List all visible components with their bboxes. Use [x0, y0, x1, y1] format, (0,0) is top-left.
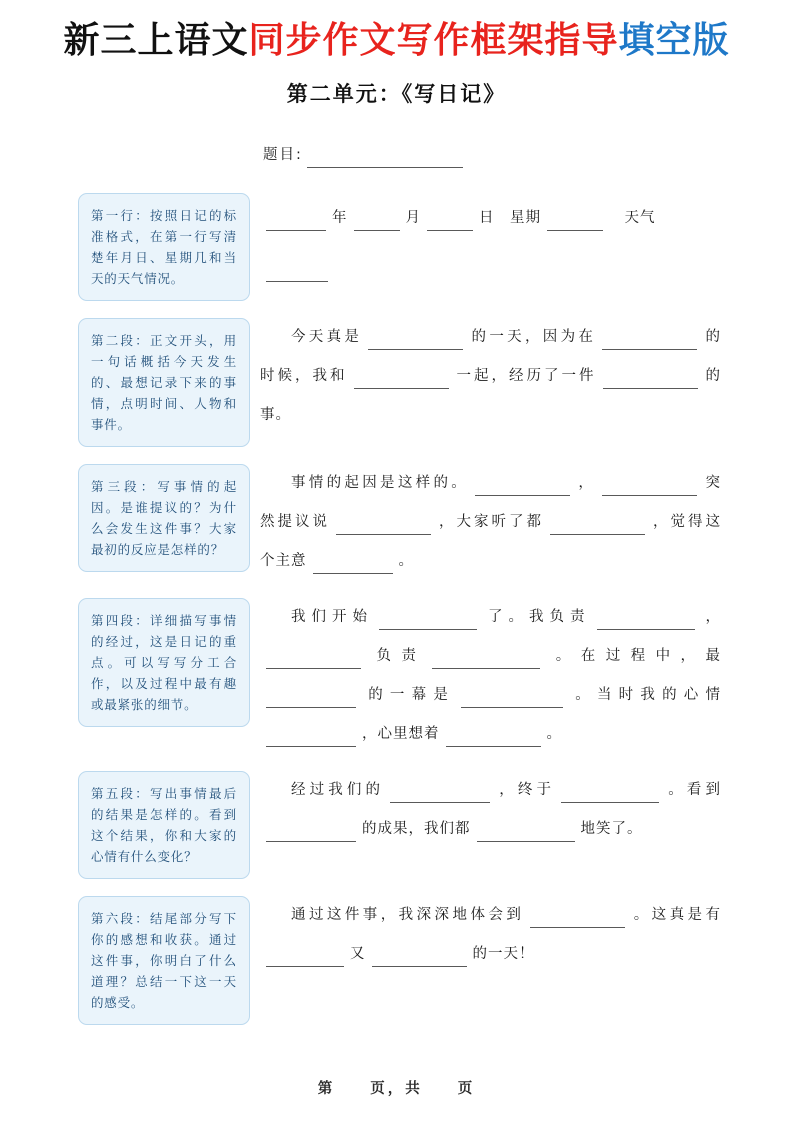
- blank-field[interactable]: [354, 374, 449, 389]
- blank-field[interactable]: [602, 481, 697, 496]
- blank-field[interactable]: [461, 693, 563, 708]
- blank-field[interactable]: [266, 693, 356, 708]
- guide-note-1: 第一行：按照日记的标准格式，在第一行写清楚年月日、星期几和当天的天气情况。: [78, 193, 250, 301]
- blank-field[interactable]: [475, 481, 570, 496]
- fill-area-2: [260, 318, 721, 435]
- blank-field[interactable]: [597, 615, 695, 630]
- title-part-black: 新三上语文: [63, 20, 249, 61]
- text-fragment: 。当时我的心情: [569, 687, 722, 704]
- template-line: [260, 318, 721, 357]
- template-line: [260, 935, 721, 974]
- text-fragment: 的一天，因为在: [469, 329, 597, 346]
- section-1: [78, 193, 721, 301]
- blank-field[interactable]: [379, 615, 477, 630]
- blank-field[interactable]: [266, 267, 328, 282]
- text-fragment: 一起，经历了一件: [454, 368, 597, 385]
- fill-area-6: [260, 896, 721, 974]
- topic-label: 题目:: [263, 147, 303, 164]
- blank-field[interactable]: [372, 952, 467, 967]
- title-part-red: 同步作文写作框架指导: [248, 20, 619, 61]
- template-line: [260, 598, 721, 637]
- guide-note-4: 第四段：详细描写事情的经过，这是日记的重点。可以写写分工合作，以及过程中最有趣或最紧张的细节。: [78, 598, 250, 727]
- text-fragment: 月: [405, 210, 421, 227]
- guide-note-3: 第三段：写事情的起因。是谁提议的？为什么会发生这件事？大家最初的反应是怎样的？: [78, 464, 250, 572]
- blank-field[interactable]: [603, 374, 698, 389]
- blank-field[interactable]: [427, 216, 473, 231]
- template-line: [260, 637, 721, 676]
- text-fragment: 。在过程中，最: [546, 648, 722, 665]
- text-fragment: 。: [398, 553, 414, 570]
- page-footer: 第 页，共 页: [317, 1081, 476, 1097]
- blank-field[interactable]: [354, 216, 400, 231]
- page-title: [0, 20, 793, 61]
- text-fragment: 负责: [367, 648, 427, 665]
- text-fragment: 年: [332, 210, 348, 227]
- blank-field[interactable]: [432, 654, 540, 669]
- template-line: [260, 193, 721, 244]
- blank-field[interactable]: [266, 952, 344, 967]
- text-fragment: 时候，我和: [260, 368, 348, 385]
- guide-note-5: 第五段：写出事情最后的结果是怎样的。看到这个结果，你和大家的心情有什么变化？: [78, 771, 250, 879]
- sections-container: [0, 193, 793, 1025]
- topic-blank-field[interactable]: [307, 153, 463, 168]
- template-line: [260, 542, 721, 581]
- template-line: [260, 896, 721, 935]
- unit-subtitle: 第二单元：《写日记》: [286, 82, 507, 107]
- template-line: [260, 503, 721, 542]
- title-part-blue: 填空版: [618, 20, 730, 61]
- blank-field[interactable]: [446, 732, 541, 747]
- text-fragment: 经过我们的: [291, 782, 385, 799]
- text-fragment: 地笑了。: [580, 821, 643, 838]
- topic-row: [263, 143, 793, 168]
- blank-field[interactable]: [602, 335, 697, 350]
- fill-area-4: [260, 598, 721, 754]
- text-fragment: 事情的起因是这样的。: [291, 475, 470, 492]
- blank-field[interactable]: [266, 732, 356, 747]
- section-6: [78, 896, 721, 1025]
- text-fragment: 。看到: [665, 782, 721, 799]
- section-3: [78, 464, 721, 581]
- template-line: [260, 771, 721, 810]
- text-fragment: 。这真是有: [631, 907, 722, 924]
- text-fragment: ，终于: [496, 782, 556, 799]
- text-fragment: 事。: [260, 407, 291, 424]
- text-fragment: 的一幕是: [362, 687, 456, 704]
- template-line: [260, 357, 721, 396]
- blank-field[interactable]: [336, 520, 431, 535]
- fill-area-5: [260, 771, 721, 849]
- fill-area-3: [260, 464, 721, 581]
- text-fragment: 天气: [609, 210, 656, 227]
- text-fragment: ，: [700, 609, 721, 626]
- text-fragment: 的: [703, 329, 722, 346]
- blank-field[interactable]: [547, 216, 603, 231]
- template-line: [260, 464, 721, 503]
- template-line: [260, 715, 721, 754]
- section-4: [78, 598, 721, 754]
- text-fragment: 的成果，我们都: [362, 821, 471, 838]
- template-line: [260, 244, 721, 295]
- blank-field[interactable]: [368, 335, 463, 350]
- text-fragment: 然提议说: [260, 514, 330, 531]
- text-fragment: ，心里想着: [362, 726, 440, 743]
- text-fragment: ，觉得这: [651, 514, 721, 531]
- text-fragment: 日 星期: [479, 210, 541, 227]
- text-fragment: 的: [703, 368, 721, 385]
- text-fragment: 。: [546, 726, 562, 743]
- blank-field[interactable]: [550, 520, 645, 535]
- text-fragment: 今天真是: [291, 329, 363, 346]
- section-5: [78, 771, 721, 879]
- text-fragment: 的一天！: [472, 946, 535, 963]
- text-fragment: 又: [350, 946, 366, 963]
- blank-field[interactable]: [390, 788, 490, 803]
- text-fragment: 个主意: [260, 553, 307, 570]
- text-fragment: 了。我负责: [483, 609, 591, 626]
- blank-field[interactable]: [266, 654, 361, 669]
- blank-field[interactable]: [266, 827, 356, 842]
- template-line: [260, 396, 721, 435]
- guide-note-2: 第二段：正文开头，用一句话概括今天发生的、最想记录下来的事情，点明时间、人物和事件。: [78, 318, 250, 447]
- template-line: [260, 810, 721, 849]
- blank-field[interactable]: [561, 788, 659, 803]
- guide-note-6: 第六段：结尾部分写下你的感想和收获。通过这件事，你明白了什么道理？总结一下这一天的感受。: [78, 896, 250, 1025]
- template-line: [260, 676, 721, 715]
- text-fragment: 我们开始: [291, 609, 373, 626]
- blank-field[interactable]: [313, 559, 393, 574]
- blank-field[interactable]: [477, 827, 575, 842]
- text-fragment: 通过这件事，我深深地体会到: [291, 907, 525, 924]
- fill-area-1: [260, 193, 721, 295]
- blank-field[interactable]: [530, 913, 625, 928]
- text-fragment: ，大家听了都: [437, 514, 544, 531]
- section-2: [78, 318, 721, 447]
- text-fragment: ，: [576, 475, 597, 492]
- blank-field[interactable]: [266, 216, 326, 231]
- text-fragment: 突: [703, 475, 722, 492]
